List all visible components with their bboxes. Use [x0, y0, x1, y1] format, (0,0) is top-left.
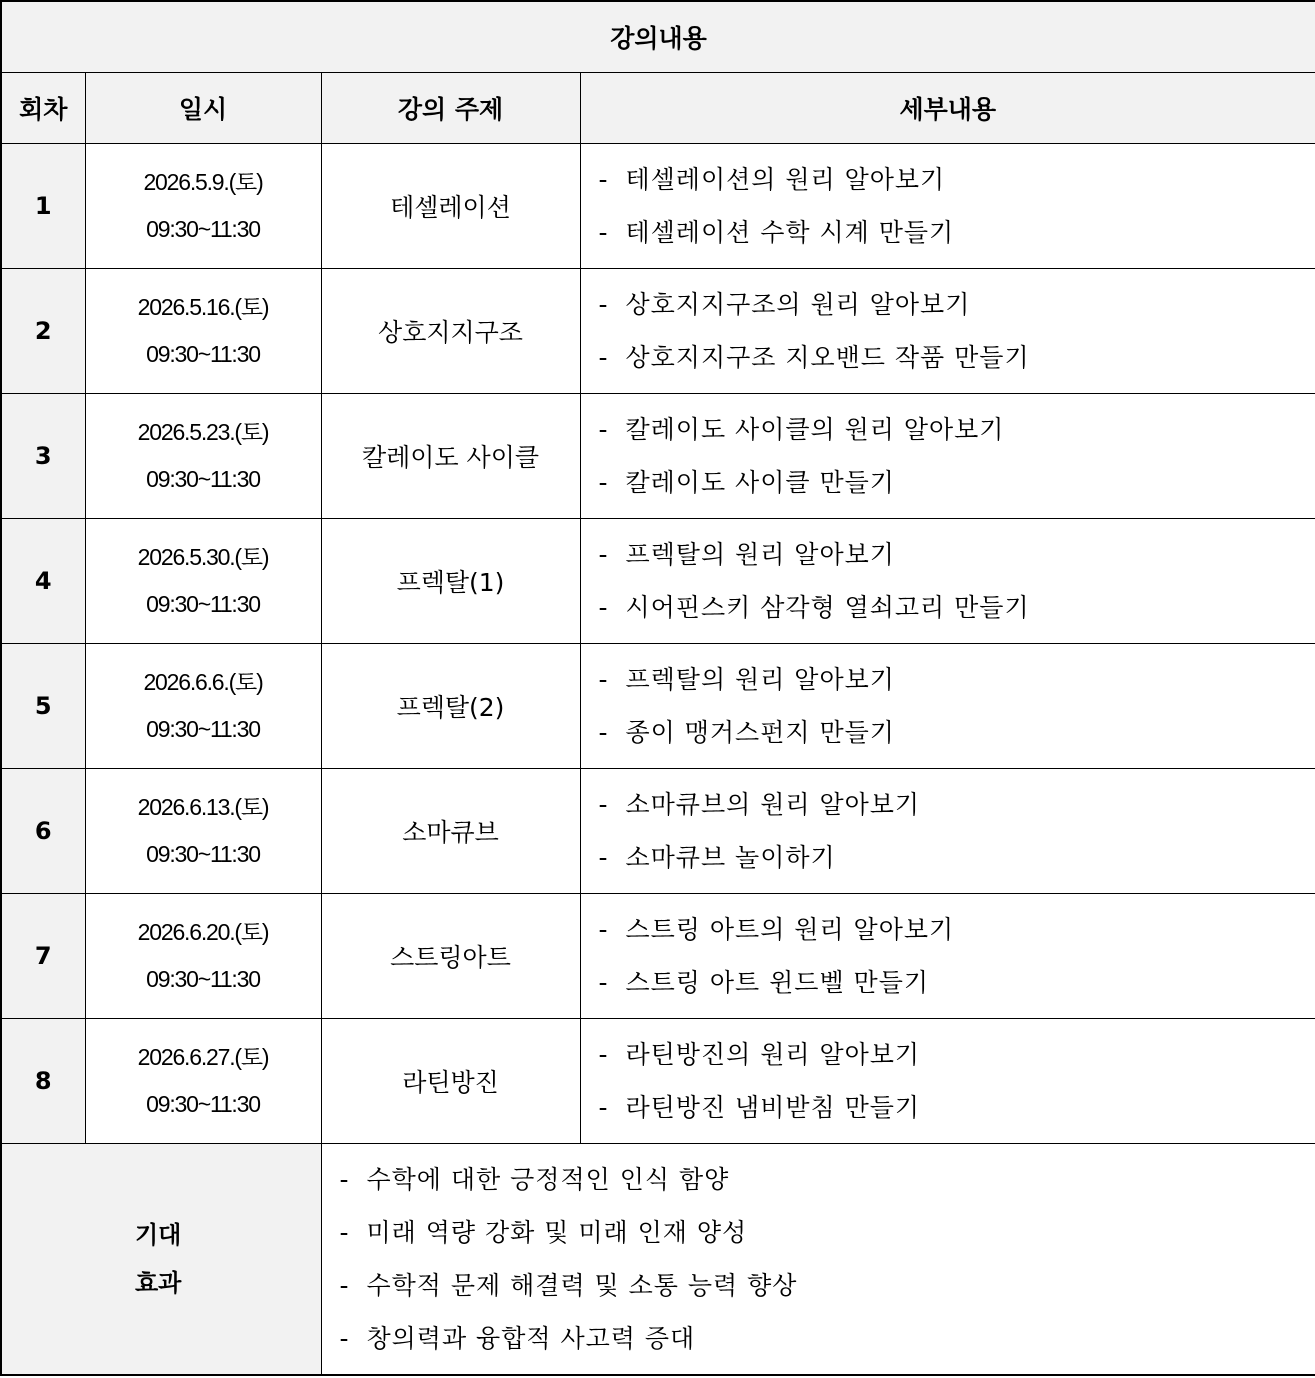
table-title: 강의내용: [1, 1, 1315, 73]
table-row: [1, 769, 1315, 894]
detail-item: [599, 153, 1315, 206]
bullet-dash: -: [598, 1093, 609, 1122]
header-details: 세부내용: [580, 73, 1315, 144]
session-date: 2026.6.13.(토): [137, 794, 269, 820]
bullet-dash: -: [339, 1218, 350, 1247]
detail-text: 스트링 아트의 원리 알아보기: [625, 915, 955, 944]
effect-text: 수학적 문제 해결력 및 소통 능력 향상: [366, 1271, 798, 1300]
session-date: 2026.5.30.(토): [137, 544, 269, 570]
header-session: 회차: [1, 73, 85, 144]
table-row: [1, 144, 1315, 269]
detail-text: 시어핀스키 삼각형 열쇠고리 만들기: [625, 593, 1030, 622]
session-topic: 프렉탈(1): [321, 519, 580, 644]
bullet-dash: -: [598, 665, 609, 694]
session-details: [580, 894, 1315, 1019]
detail-text: 소마큐브 놀이하기: [625, 843, 836, 872]
effects-label-line1: 기대: [135, 1221, 182, 1249]
session-details: [580, 519, 1315, 644]
session-details: [580, 1019, 1315, 1144]
session-number: 4: [1, 519, 85, 644]
session-time: 09:30~11:30: [146, 591, 260, 617]
detail-item: [599, 831, 1315, 884]
detail-item: [599, 956, 1315, 1009]
detail-text: 테셀레이션의 원리 알아보기: [625, 165, 946, 194]
table-row: [1, 394, 1315, 519]
bullet-dash: -: [339, 1271, 350, 1300]
header-datetime: 일시: [85, 73, 321, 144]
bullet-dash: -: [339, 1165, 350, 1194]
bullet-dash: -: [598, 915, 609, 944]
session-details: [580, 644, 1315, 769]
session-details: [580, 144, 1315, 269]
detail-item: [599, 653, 1315, 706]
effect-item: [340, 1259, 1315, 1312]
session-topic: 테셀레이션: [321, 144, 580, 269]
header-topic: 강의 주제: [321, 73, 580, 144]
effects-label-line2: 효과: [135, 1269, 182, 1297]
detail-text: 칼레이도 사이클의 원리 알아보기: [625, 415, 1005, 444]
session-details: [580, 769, 1315, 894]
session-number: 6: [1, 769, 85, 894]
session-datetime: [85, 144, 321, 269]
effects-label: [1, 1144, 321, 1376]
detail-text: 테셀레이션 수학 시계 만들기: [625, 218, 955, 247]
bullet-dash: -: [598, 968, 609, 997]
detail-text: 스트링 아트 윈드벨 만들기: [625, 968, 929, 997]
session-datetime: [85, 394, 321, 519]
session-date: 2026.6.27.(토): [137, 1044, 269, 1070]
bullet-dash: -: [339, 1324, 350, 1353]
bullet-dash: -: [598, 1040, 609, 1069]
effect-text: 창의력과 융합적 사고력 증대: [366, 1324, 696, 1353]
session-details: [580, 394, 1315, 519]
session-time: 09:30~11:30: [146, 716, 260, 742]
effects-list: [321, 1144, 1315, 1376]
session-topic: 라틴방진: [321, 1019, 580, 1144]
session-datetime: [85, 269, 321, 394]
detail-text: 프렉탈의 원리 알아보기: [625, 540, 895, 569]
detail-item: [599, 206, 1315, 259]
detail-text: 라틴방진 냄비받침 만들기: [625, 1093, 921, 1122]
session-number: 7: [1, 894, 85, 1019]
session-number: 2: [1, 269, 85, 394]
session-date: 2026.6.20.(토): [137, 919, 269, 945]
detail-item: [599, 403, 1315, 456]
effect-text: 수학에 대한 긍정적인 인식 함양: [366, 1165, 730, 1194]
session-number: 8: [1, 1019, 85, 1144]
detail-item: [599, 903, 1315, 956]
detail-text: 라틴방진의 원리 알아보기: [625, 1040, 921, 1069]
session-time: 09:30~11:30: [146, 466, 260, 492]
session-topic: 상호지지구조: [321, 269, 580, 394]
bullet-dash: -: [598, 290, 609, 319]
bullet-dash: -: [598, 218, 609, 247]
detail-item: [599, 1028, 1315, 1081]
title-row: [1, 1, 1315, 73]
session-date: 2026.6.6.(토): [143, 669, 263, 695]
bullet-dash: -: [598, 415, 609, 444]
bullet-dash: -: [598, 540, 609, 569]
session-datetime: [85, 769, 321, 894]
session-datetime: [85, 894, 321, 1019]
bullet-dash: -: [598, 790, 609, 819]
effect-item: [340, 1206, 1315, 1259]
session-time: 09:30~11:30: [146, 841, 260, 867]
bullet-dash: -: [598, 468, 609, 497]
bullet-dash: -: [598, 843, 609, 872]
session-datetime: [85, 519, 321, 644]
table-row: [1, 644, 1315, 769]
detail-item: [599, 706, 1315, 759]
detail-text: 종이 맹거스펀지 만들기: [625, 718, 895, 747]
detail-item: [599, 528, 1315, 581]
session-topic: 칼레이도 사이클: [321, 394, 580, 519]
session-number: 5: [1, 644, 85, 769]
bullet-dash: -: [598, 718, 609, 747]
bullet-dash: -: [598, 343, 609, 372]
effects-row: [1, 1144, 1315, 1376]
detail-text: 소마큐브의 원리 알아보기: [625, 790, 921, 819]
session-date: 2026.5.23.(토): [137, 419, 269, 445]
session-date: 2026.5.9.(토): [143, 169, 263, 195]
detail-text: 프렉탈의 원리 알아보기: [625, 665, 895, 694]
session-datetime: [85, 644, 321, 769]
session-topic: 스트링아트: [321, 894, 580, 1019]
detail-text: 상호지지구조 지오밴드 작품 만들기: [625, 343, 1030, 372]
bullet-dash: -: [598, 593, 609, 622]
bullet-dash: -: [598, 165, 609, 194]
detail-item: [599, 456, 1315, 509]
session-details: [580, 269, 1315, 394]
session-topic: 프렉탈(2): [321, 644, 580, 769]
session-date: 2026.5.16.(토): [137, 294, 269, 320]
session-topic: 소마큐브: [321, 769, 580, 894]
detail-text: 칼레이도 사이클 만들기: [625, 468, 895, 497]
session-time: 09:30~11:30: [146, 966, 260, 992]
detail-item: [599, 278, 1315, 331]
table-row: [1, 1019, 1315, 1144]
effect-item: [340, 1153, 1315, 1206]
detail-item: [599, 778, 1315, 831]
table-row: [1, 269, 1315, 394]
table-row: [1, 519, 1315, 644]
detail-item: [599, 331, 1315, 384]
session-time: 09:30~11:30: [146, 1091, 260, 1117]
header-row: [1, 73, 1315, 144]
effect-item: [340, 1312, 1315, 1365]
session-time: 09:30~11:30: [146, 341, 260, 367]
session-number: 3: [1, 394, 85, 519]
table-body: [1, 1, 1315, 1375]
effect-text: 미래 역량 강화 및 미래 인재 양성: [366, 1218, 748, 1247]
session-time: 09:30~11:30: [146, 216, 260, 242]
session-number: 1: [1, 144, 85, 269]
session-datetime: [85, 1019, 321, 1144]
detail-text: 상호지지구조의 원리 알아보기: [625, 290, 971, 319]
detail-item: [599, 1081, 1315, 1134]
detail-item: [599, 581, 1315, 634]
table-row: [1, 894, 1315, 1019]
